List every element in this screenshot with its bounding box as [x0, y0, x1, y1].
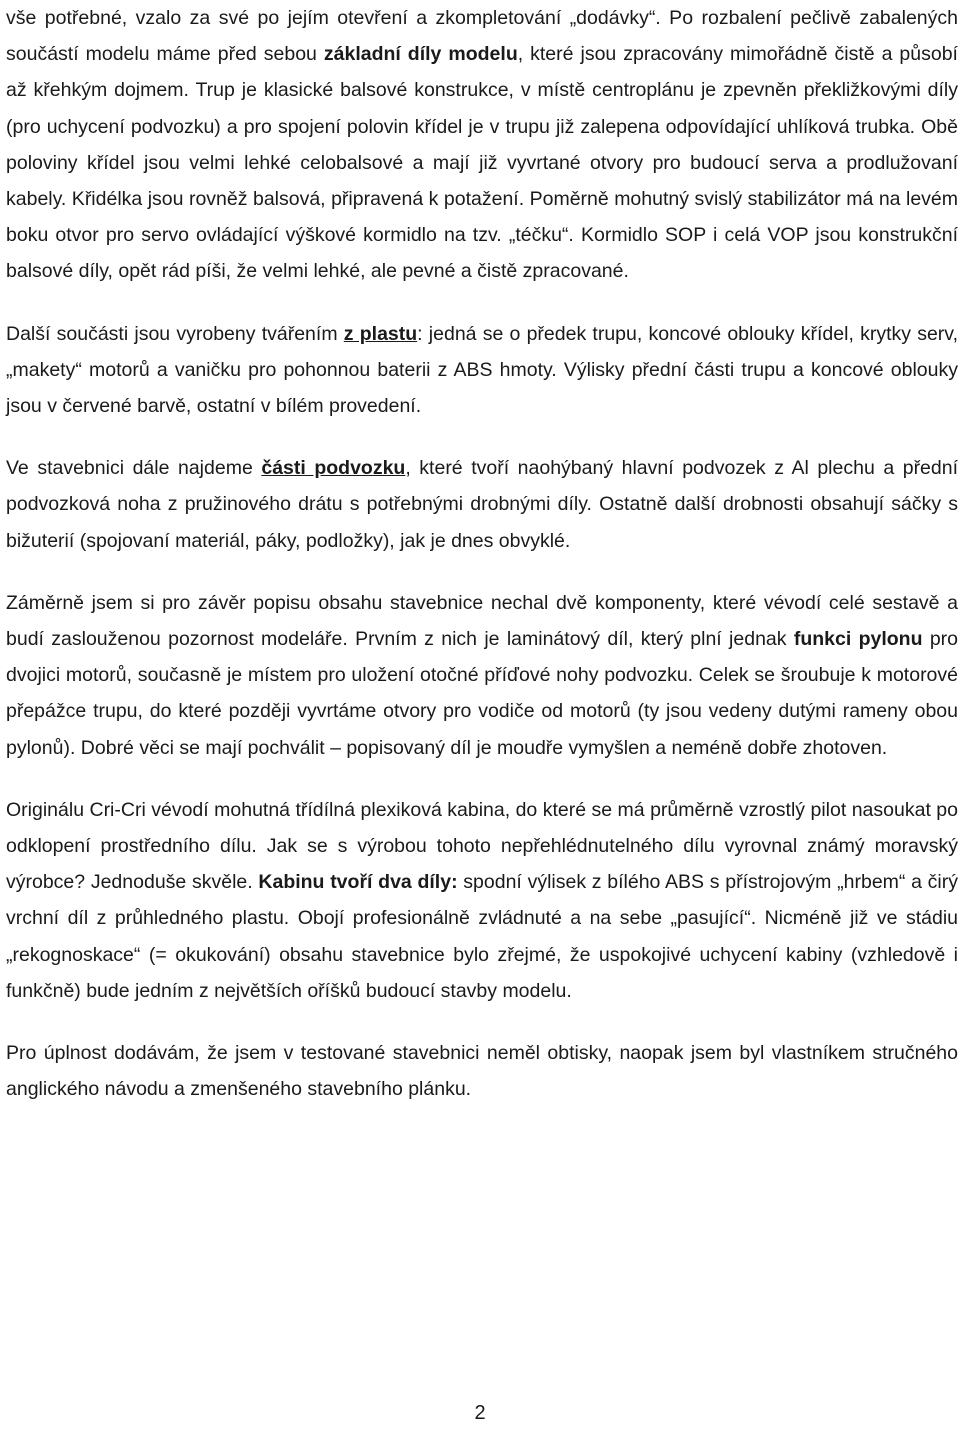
text-run: pro dvojici motorů, současně je místem pro uložení otočné příďové nohy podvozku. Celek se šroubuje k motorové přepážce trupu, do které později vyvrtáme otvory pro vodiče od motorů (ty jsou vedeny dutými rameny obou pylonů). Dobré věci se mají pochválit – popisovaný díl je moudře vymyšlen a neméně dobře zhotoven. — [6, 628, 959, 759]
text-run: Záměrně jsem si pro závěr popisu obsahu stavebnice nechal dvě komponenty, které vévodí celé sestavě a budí zaslouženou pozornost modeláře. Prvním z nich je laminátový díl, který plní jednak — [6, 591, 958, 651]
text-run: : jedná se o předek trupu, koncové oblouky křídel, krytky serv, „makety“ motorů a vaničku pro pohonnou baterii z ABS hmoty. Výlisky přední části trupu a koncové oblouky jsou v červené barvě, ostatní v bílém provedení. — [6, 322, 958, 418]
paragraph-plastic-parts — [6, 316, 958, 425]
emphasized-text: Kabinu tvoří dva díly: — [258, 871, 458, 894]
paragraph-landing-gear — [6, 450, 958, 559]
emphasized-text: základní díly modelu — [323, 43, 518, 66]
text-run: Další součásti jsou vyrobeny tvářením — [6, 322, 344, 345]
text-run: Pro úplnost dodávám, že jsem v testované stavebnici neměl obtisky, naopak jsem byl vlastníkem stručného anglického návodu a zmenšeného stavebního plánku. — [6, 1042, 958, 1101]
paragraph-base-parts — [6, 0, 958, 290]
document-page — [6, 0, 958, 1107]
text-run: , které jsou zpracovány mimořádně čistě a působí až křehkým dojmem. Trup je klasické balsové konstrukce, v místě centroplánu je zpevněn překližkovými díly (pro uchycení podvozku) a pro spojení polovin křídel je v trupu již zalepena odpovídající uhlíková trubka. Obě poloviny křídel jsou velmi lehké celobalsové a mají již vyvrtané otvory pro budoucí serva a prodlužovaní kabely. Křidélka jsou rovněž balsová, připravená k potažení. Poměrně mohutný svislý stabilizátor má na levém boku otvor pro servo ovládající výškové kormidlo na tzv. „téčku“. Kormidlo SOP i celá VOP jsou konstrukční balsové díly, opět rád píši, že velmi lehké, ale pevné a čistě zpracované. — [6, 43, 958, 283]
paragraph-completeness — [6, 1035, 958, 1107]
text-run: spodní výlisek z bílého ABS s přístrojovým „hrbem“ a čirý vrchní díl z průhledného plastu. Obojí profesionálně zvládnuté a na sebe „pasující“. Nicméně již ve stádiu „rekognoskace“ (= okukování) obsahu stavebnice bylo zřejmé, že uspokojivé uchycení kabiny (vzhledově i funkčně) bude jedním z největších oříšků budoucí stavby modelu. — [6, 871, 959, 1002]
emphasized-text: funkci pylonu — [793, 628, 923, 651]
emphasized-text: části podvozku — [261, 457, 406, 480]
text-run: vše potřebné, vzalo za své po jejím otevření a zkompletování „dodávky“. Po rozbalení pečlivě zabalených součástí modelu máme před sebou — [6, 7, 958, 66]
text-run: Originálu Cri-Cri vévodí mohutná třídílná plexiková kabina, do které se má průměrně vzrostlý pilot nasoukat po odklopení prostředního dílu. Jak se s výrobou tohoto nepřehlédnutelného dílu vyrovnal známý moravský výrobce? Jednoduše skvěle. — [6, 798, 958, 894]
text-run: , které tvoří naohýbaný hlavní podvozek z Al plechu a přední podvozková noha z pružinového drátu s potřebnými drobnými díly. Ostatně další drobnosti obsahují sáčky s bižuterií (spojovaní materiál, páky, podložky), jak je dnes obvyklé. — [6, 457, 959, 552]
paragraph-pylon — [6, 585, 958, 766]
paragraph-canopy — [6, 792, 958, 1009]
emphasized-text: z plastu — [343, 322, 418, 345]
page-number: 2 — [474, 1402, 486, 1424]
text-run: Ve stavebnici dále najdeme — [6, 457, 262, 480]
